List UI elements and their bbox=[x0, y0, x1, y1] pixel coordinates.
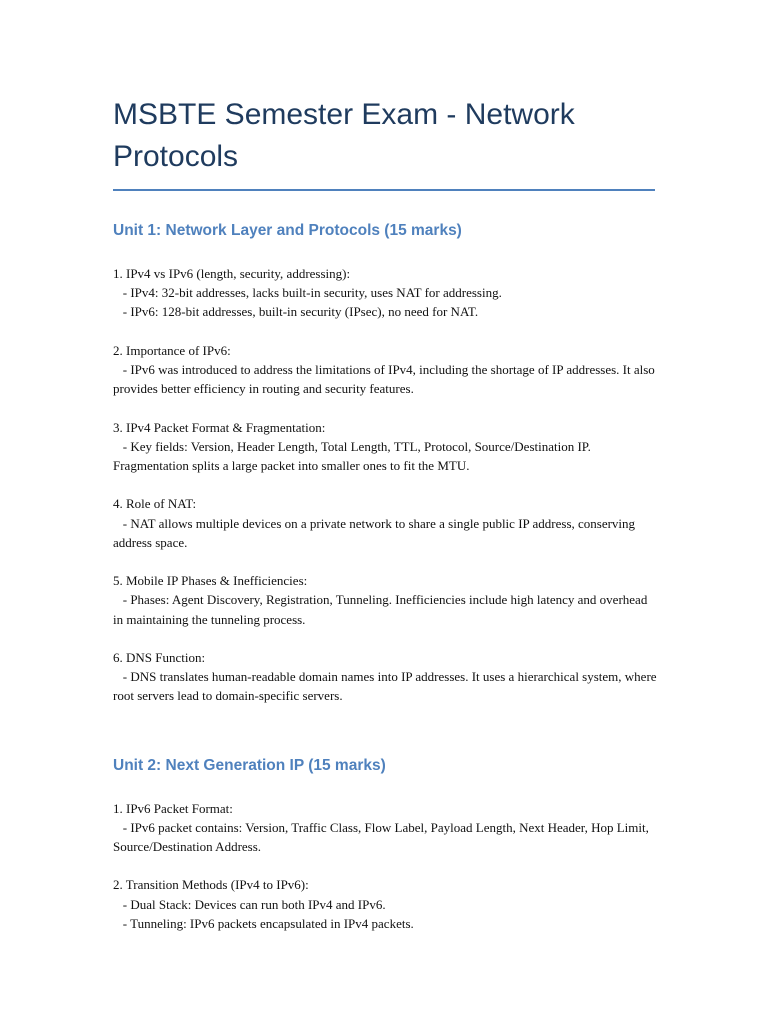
question-block bbox=[113, 418, 658, 476]
answer-text: - IPv6 was introduced to address the limitations of IPv4, including the shortage of IP addresses. It also provides better efficiency in routing and security features. bbox=[113, 362, 659, 397]
answer-text: - NAT allows multiple devices on a private network to share a single public IP address, conserving address space. bbox=[113, 515, 639, 550]
answer-text: - Phases: Agent Discovery, Registration, Tunneling. Inefficiencies include high latency and overhead in maintaining the tunneling process. bbox=[113, 592, 651, 627]
title-divider bbox=[113, 189, 655, 191]
question-text: 4. Role of NAT: bbox=[113, 496, 197, 512]
question-text: 5. Mobile IP Phases & Inefficiencies: bbox=[113, 573, 308, 589]
answer-text: - DNS translates human-readable domain names into IP addresses. It uses a hierarchical system, where root servers lead to domain-specific servers. bbox=[113, 669, 660, 704]
unit-heading: Unit 2: Next Generation IP (15 marks) bbox=[113, 756, 386, 774]
question-text: 3. IPv4 Packet Format & Fragmentation: bbox=[113, 419, 326, 435]
document-title: MSBTE Semester Exam - Network Protocols bbox=[113, 98, 575, 173]
answer-text: - IPv6 packet contains: Version, Traffic Class, Flow Label, Payload Length, Next Header, Hop Limit, Source/Destination Address. bbox=[113, 819, 653, 854]
question-list bbox=[113, 264, 658, 706]
question-text: 1. IPv6 Packet Format: bbox=[113, 800, 233, 816]
question-list bbox=[113, 799, 658, 933]
question-text: 2. Importance of IPv6: bbox=[113, 342, 231, 358]
question-block bbox=[113, 341, 658, 399]
question-block bbox=[113, 875, 658, 933]
question-block bbox=[113, 571, 658, 629]
document-page bbox=[113, 94, 658, 952]
question-block bbox=[113, 648, 658, 706]
unit-heading: Unit 1: Network Layer and Protocols (15 marks) bbox=[113, 222, 462, 239]
question-text: 1. IPv4 vs IPv6 (length, security, addressing): bbox=[113, 266, 351, 281]
question-text: 6. DNS Function: bbox=[113, 649, 206, 665]
question-block bbox=[113, 264, 658, 322]
unit-section bbox=[113, 756, 658, 933]
unit-section bbox=[113, 221, 658, 706]
answer-text: - IPv6: 128-bit addresses, built-in security (IPsec), no need for NAT. bbox=[113, 304, 479, 320]
answer-text: - Dual Stack: Devices can run both IPv4 and IPv6. bbox=[113, 896, 386, 912]
question-block bbox=[113, 494, 658, 552]
question-block bbox=[113, 799, 658, 857]
answer-text: - IPv4: 32-bit addresses, lacks built-in security, uses NAT for addressing. bbox=[113, 285, 502, 301]
answer-text: - Key fields: Version, Header Length, Total Length, TTL, Protocol, Source/Destination IP. Fragmentation splits a large packet into smaller ones to fit the MTU. bbox=[113, 438, 595, 473]
answer-text: - Tunneling: IPv6 packets encapsulated in IPv4 packets. bbox=[113, 915, 414, 931]
question-text: 2. Transition Methods (IPv4 to IPv6): bbox=[113, 877, 309, 893]
